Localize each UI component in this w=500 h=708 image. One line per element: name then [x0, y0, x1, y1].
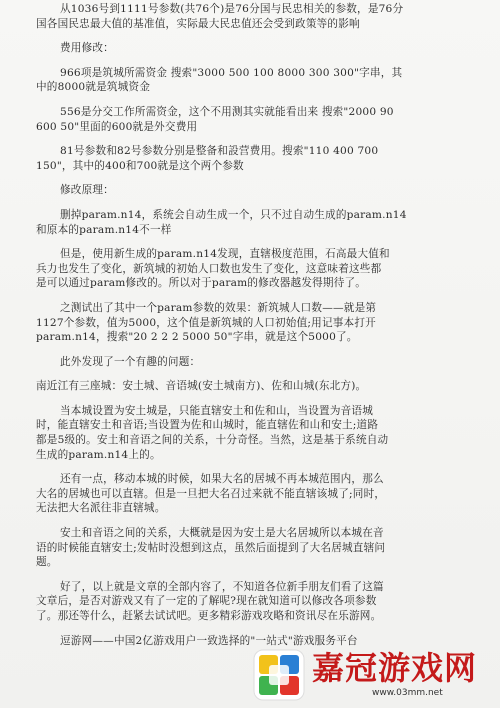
paragraph-castle-fund [36, 66, 478, 95]
text-line: 966项是筑城所需资金 搜索"3000 500 100 8000 300 300"字串，其 [60, 66, 403, 79]
text-line: 还有一点，移动本城的时候，如果大名的居城不再本城范围内，那么 [60, 473, 384, 486]
paragraph-new-param-effects [36, 247, 478, 291]
paragraph-loyalty-params [36, 2, 478, 31]
text-line: 150"，其中的400和700就是这个两个参数 [36, 159, 244, 172]
paragraph-three-castles: 南近江有三座城：安土城、音语城(安土城南方)、佐和山城(东北方)。 [36, 380, 367, 393]
text-line: 题。 [36, 556, 58, 569]
text-line: 兵力也发生了变化，新筑城的初始人口数也发生了变化，这意味着这些都 [36, 262, 382, 275]
paragraph-population-param [36, 301, 478, 345]
text-line: 了。那还等什么，赶紧去试试吧。更多精彩游戏攻略和资讯尽在乐游网。 [36, 610, 382, 622]
paragraph-home-castle [36, 404, 478, 462]
text-line: 好了，以上就是文章的全部内容了，不知道各位新手朋友们看了这篇 [60, 580, 384, 593]
text-line: 1127个参数，值为5000，这个值是新筑城的人口初始值;用记事本打开 [36, 316, 376, 329]
text-line: 语的时候能直辖安土;发帖时没想到这点，虽然后面提到了大名居城直辖问 [36, 541, 386, 554]
text-line: 生成的param.n14上的。 [36, 448, 161, 461]
text-line: 文章后，是否对游戏又有了一定的了解呢?现在就知道可以修改各项参数 [36, 595, 377, 608]
paragraph-interesting-issue: 此外发现了一个有趣的问题： [60, 355, 201, 368]
text-line: 当本城设置为安土城是，只能直辖安土和佐和山，当设置为音语城 [60, 404, 374, 417]
watermark-url: www.03mm.net [372, 688, 443, 698]
text-line: 是可以通过param修改的。所以对于param的修改器越发得期待了。 [36, 277, 367, 290]
text-line: 删掉param.n14，系统会自动生成一个，只不过自动生成的param.n14 [60, 208, 407, 221]
paragraph-diplomacy-fund [36, 105, 478, 134]
text-line: param.n14，搜索"20 2 2 2 5000 50"字串，就是这个5000了。 [36, 331, 358, 344]
paragraph-azuchi-relation [36, 526, 478, 570]
text-line: 81号参数和82号参数分别是整备和設营费用。搜索"110 400 700 [60, 145, 379, 158]
text-line: 时，能直辖安土和音语;当设置为佐和山城时，能直辖佐和山和安土;道路 [36, 419, 379, 432]
app-logo-icon [252, 648, 306, 702]
section-heading-fee: 费用修改： [60, 42, 114, 55]
paragraph-moving-castle [36, 472, 478, 516]
paragraph-closing [36, 580, 478, 624]
paragraph-delete-param [36, 208, 478, 237]
text-line: 中的8000就是筑城资金 [36, 81, 151, 94]
text-line: 大名的居城也可以直辖。但是一旦把大名召过来就不能直辖该城了;同时， [36, 487, 386, 500]
text-line: 无法把大名派往非直辖城。 [36, 502, 166, 515]
site-watermark [252, 648, 492, 704]
text-line: 国各国民忠最大值的基准值，实际最大民忠值还会受到政策等的影响 [36, 17, 360, 30]
paragraph-maintenance-fees [36, 144, 478, 173]
footer-slogan: 逗游网——中国2亿游戏用户一致选择的"一站式"游戏服务平台 [60, 634, 358, 647]
text-line: 安土和音语之间的关系，大概就是因为安土是大名居城所以本城在音 [60, 527, 384, 540]
text-line: 之测试出了其中一个param参数的效果：新筑城人口数——就是第 [60, 301, 377, 314]
watermark-brand: 嘉冠游戏网 [312, 649, 478, 687]
section-heading-principle: 修改原理： [60, 184, 114, 197]
text-line: 从1036号到1111号参数(共76个)是76分国与民忠相关的参数，是76分 [60, 3, 404, 15]
text-line: 和原本的param.n14不一样 [36, 223, 172, 236]
text-line: 556是分交工作所需资金，这个不用测其实就能看出来 搜索"2000 90 [60, 105, 394, 118]
text-line: 但是，使用新生成的param.n14发现，直辖极度范围，石高最大值和 [60, 248, 390, 261]
text-line: 600 50"里面的600就是外交费用 [36, 120, 198, 133]
text-line: 都是5级的。安土和音语之间的关系，十分奇怪。当然，这是基于系统自动 [36, 434, 389, 447]
article-body [36, 2, 478, 658]
